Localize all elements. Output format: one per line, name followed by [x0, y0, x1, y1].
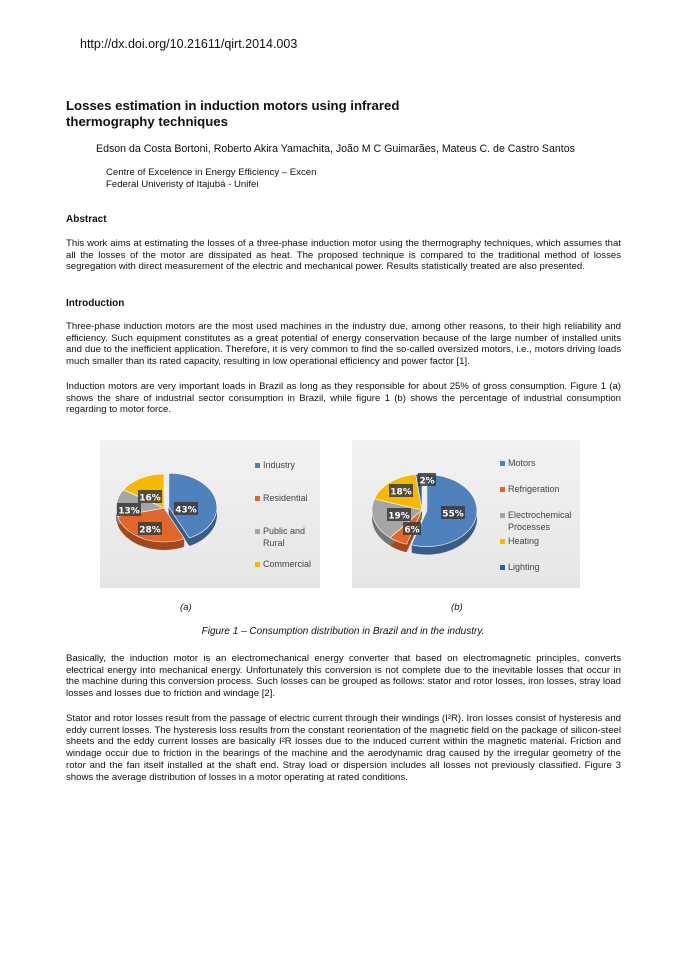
data-label: 2%	[419, 476, 435, 487]
abstract-heading: Abstract	[66, 214, 107, 225]
authors: Edson da Costa Bortoni, Roberto Akira Yamachita, João M C Guimarães, Mateus C. de Castro Santos	[96, 143, 575, 155]
intro-p2-text: Induction motors are very important loads in Brazil as long as they responsible for about 25% of gross consumption. Figure 1 (a) shows the share of industrial sector consumption in Brazil, while figure 1 (b) shows the percentage of industrial consumption regarding to motor force.	[66, 381, 621, 416]
data-label: 55%	[442, 509, 464, 520]
paragraph-3	[66, 653, 621, 700]
legend-swatch	[255, 529, 260, 534]
legend-entry: Processes	[508, 522, 551, 532]
legend-entry: Residential	[263, 493, 308, 503]
legend-swatch	[255, 463, 260, 468]
affiliation-line-2: Federal Univeristy of Itajubá - Unifei	[106, 179, 259, 190]
paragraph-4	[66, 713, 621, 783]
abstract-paragraph: This work aims at estimating the losses of a three-phase induction motor using the thermography techniques, which assumes that all the losses of the motor are dissipated as heat. The proposed technique is compared to the traditional method of losses segregation with direct measurement of the electric and mechanical power. Results statistically treated are also presented.	[66, 238, 621, 273]
legend-swatch	[500, 513, 505, 518]
intro-p1-text: Three-phase induction motors are the most used machines in the industry due, among other reasons, to their high reliability and efficiency. Such equipment constitutes as a great potential of energy conservation because of the large number of installed units and due to the inefficient application. Therefore, it is very common to find the so-called oversized motors, i.e., motors driving loads much smaller than its rated capacity, resulting in low operational efficiency and power factor [1].	[66, 321, 621, 368]
legend-swatch	[255, 562, 260, 567]
legend-swatch	[255, 496, 260, 501]
title-line-2: thermography techniques	[66, 114, 228, 129]
pie-chart-b	[352, 440, 580, 588]
paper-title	[66, 98, 399, 130]
doi-link[interactable]: http://dx.doi.org/10.21611/qirt.2014.003	[80, 37, 298, 51]
legend-entry: Commercial	[263, 559, 312, 569]
data-label: 16%	[139, 493, 161, 504]
data-label: 43%	[175, 505, 197, 516]
figure-label-a: (a)	[180, 602, 192, 613]
affiliation	[106, 167, 316, 191]
legend-swatch	[500, 461, 505, 466]
intro-heading: Introduction	[66, 298, 125, 309]
affiliation-line-1: Centre of Excelence in Energy Efficiency – Excen	[106, 167, 317, 178]
legend-entry: Industry	[263, 460, 296, 470]
intro-paragraph-1	[66, 321, 621, 368]
title-line-1: Losses estimation in induction motors using infrared	[66, 98, 400, 113]
figure-label-b: (b)	[451, 602, 463, 613]
legend-entry: Public and	[263, 526, 306, 536]
legend-swatch	[500, 565, 505, 570]
data-label: 19%	[388, 511, 410, 522]
legend-entry: Electrochemical	[508, 510, 572, 520]
legend-swatch	[500, 487, 505, 492]
abstract-text	[66, 238, 621, 273]
legend-entry: Motors	[508, 458, 536, 468]
intro-paragraph-2	[66, 381, 621, 416]
data-label: 28%	[139, 525, 161, 536]
p3-text: Basically, the induction motor is an electromechanical energy converter that based on electromagnetic principles, converts electrical energy into mechanical energy. Unfortunately this conversion is not complete due to the inevitable losses that occur in the machine during this conversion process. Such losses can be grouped as follows: stator and rotor losses, iron losses, stray load losses and losses due to friction and windage [2].	[66, 653, 621, 700]
data-label: 6%	[404, 525, 420, 536]
pie-chart-a	[100, 440, 320, 588]
legend-entry: Rural	[263, 538, 285, 548]
chart-industrial-share	[100, 440, 320, 588]
legend-swatch	[500, 539, 505, 544]
p4-text: Stator and rotor losses result from the passage of electric current through their windings (I²R). Iron losses consist of hysteresis and eddy current losses. The hysteresis loss results from the constant reorientation of the magnetic field on the package of silicon-steel sheets and the eddy current losses are basically I²R losses due to the induced current within the magnetic material. Friction and windage occur due to friction in the bearings of the machine and the aerodynamic drag caused by the irregular geometry of the rotor and the fan itself installed at the shaft end. Stray load or dispersion includes all losses not previously classified. Figure 3 shows the average distribution of losses in a motor operating at rated conditions.	[66, 713, 621, 783]
figure-caption: Figure 1 – Consumption distribution in Brazil and in the industry.	[201, 626, 485, 637]
legend-entry: Heating	[508, 536, 540, 546]
data-label: 13%	[118, 506, 140, 517]
data-label: 18%	[390, 487, 412, 498]
legend-entry: Refrigeration	[508, 484, 560, 494]
legend-entry: Lighting	[508, 562, 540, 572]
chart-motor-share	[352, 440, 580, 588]
